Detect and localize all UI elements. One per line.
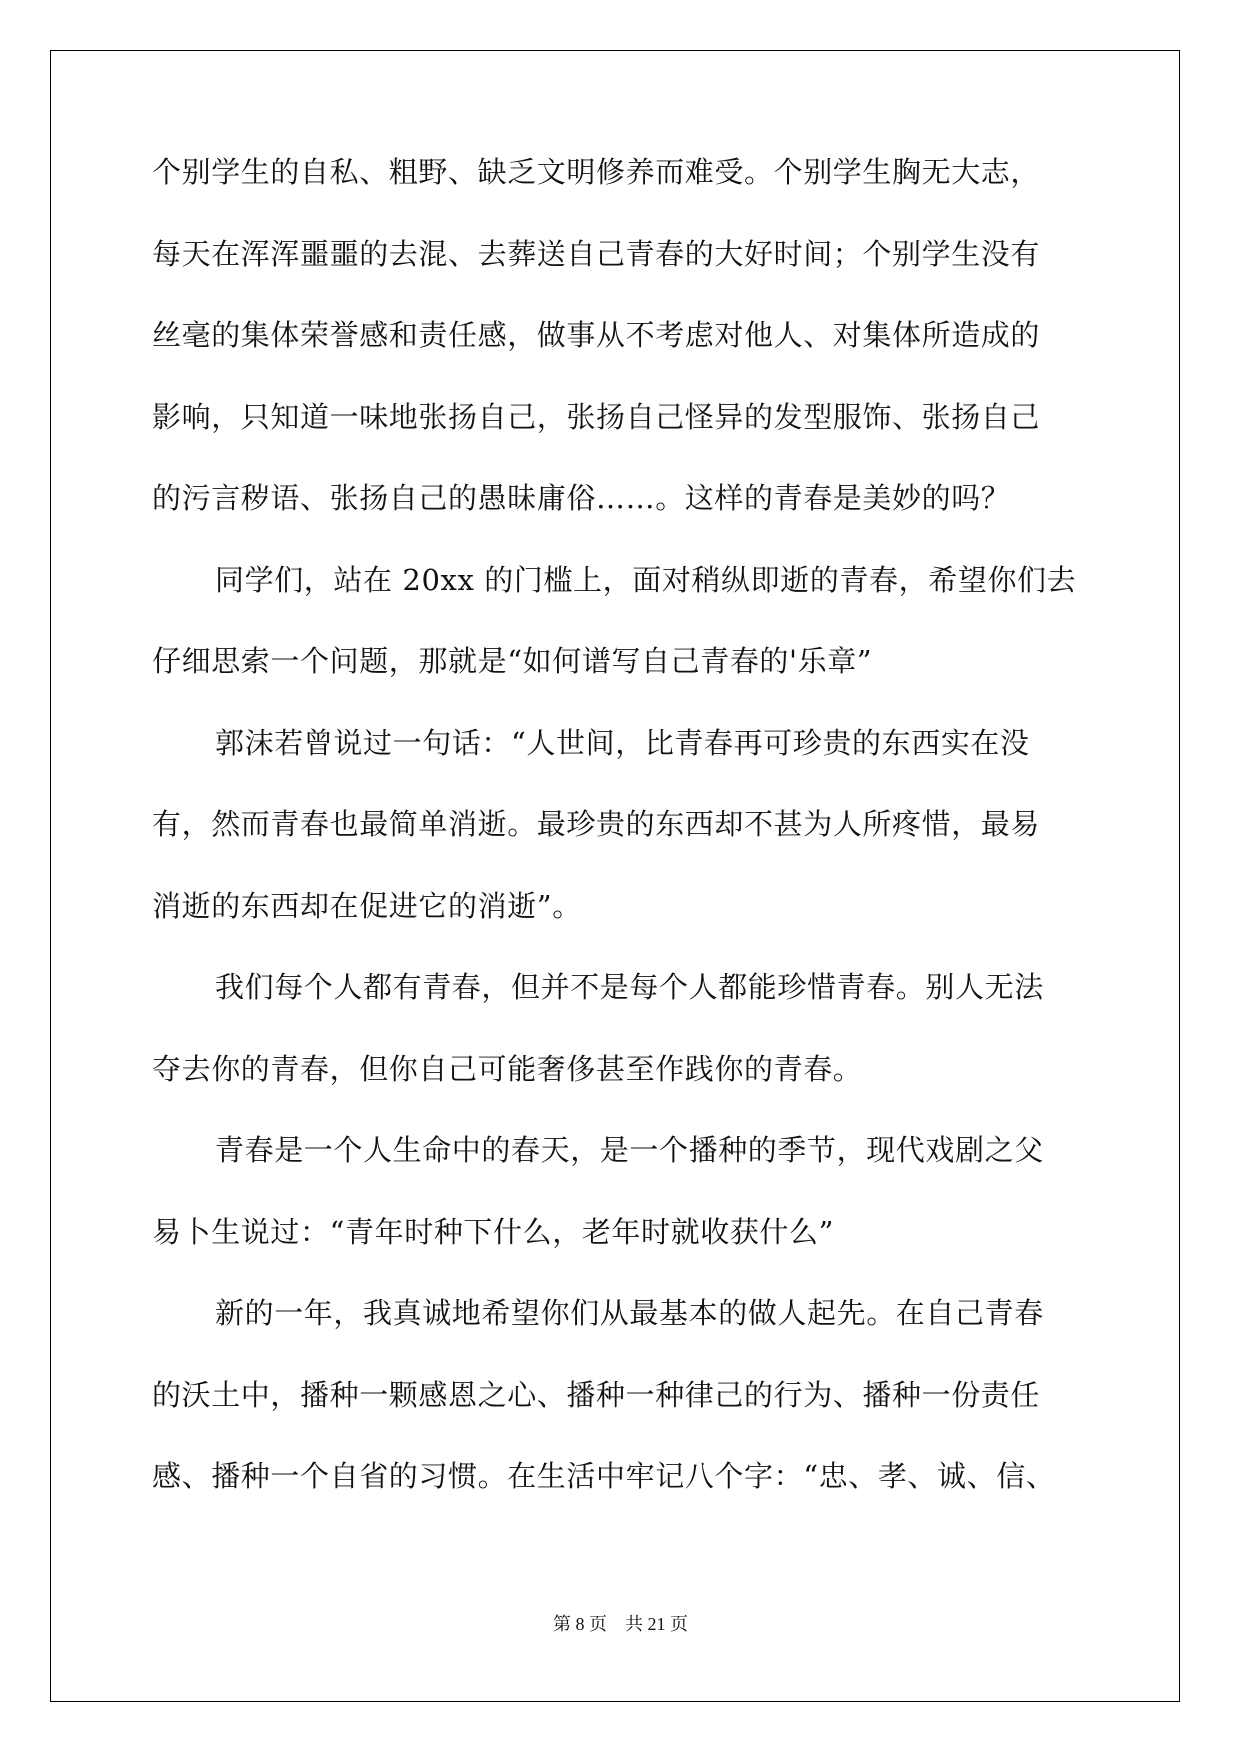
document-body [152, 148, 1092, 1534]
text-line: 消逝的东西却在促进它的消逝”。 [152, 888, 582, 923]
text-line: 仔细思索一个问题，那就是“如何谱写自己青春的'乐章” [152, 644, 873, 678]
text-line: 感、播种一个自省的习惯。在生活中牢记八个字：“忠、孝、诚、信、 [152, 1459, 1056, 1493]
text-line: 青春是一个人生命中的春天，是一个播种的季节，现代戏剧之父 [215, 1133, 1044, 1167]
text-line: 易卜生说过：“青年时种下什么，老年时就收获什么” [152, 1214, 835, 1249]
text-line: 有，然而青春也最简单消逝。最珍贵的东西却不甚为人所疼惜，最易 [152, 807, 1041, 841]
text-line: 影响，只知道一味地张扬自己，张扬自己怪异的发型服饰、张扬自己 [152, 399, 1041, 434]
text-line: 夺去你的青春，但你自己可能奢侈甚至作践你的青春。 [152, 1051, 863, 1086]
page-footer [0, 1610, 1241, 1636]
text-line: 的污言秽语、张扬自己的愚昧庸俗……。这样的青春是美妙的吗？ [152, 481, 1011, 515]
text-line: 个别学生的自私、粗野、缺乏文明修养而难受。个别学生胸无大志， [152, 155, 1041, 189]
text-line: 新的一年，我真诚地希望你们从最基本的做人起先。在自己青春 [215, 1296, 1044, 1330]
text-line: 同学们，站在 20xx 的门槛上，面对稍纵即逝的青春，希望你们去 [215, 562, 1077, 597]
text-line: 郭沫若曾说过一句话：“人世间，比青春再可珍贵的东西实在没 [215, 725, 1030, 760]
text-line: 丝毫的集体荣誉感和责任感，做事从不考虑对他人、对集体所造成的 [152, 318, 1041, 352]
text-line: 我们每个人都有青春，但并不是每个人都能珍惜青春。别人无法 [215, 970, 1044, 1004]
text-line: 的沃土中，播种一颗感恩之心、播种一种律己的行为、播种一份责任 [152, 1377, 1041, 1412]
page-number: 第 8 页 共 21 页 [553, 1614, 688, 1634]
text-line: 每天在浑浑噩噩的去混、去葬送自己青春的大好时间；个别学生没有 [152, 236, 1041, 271]
